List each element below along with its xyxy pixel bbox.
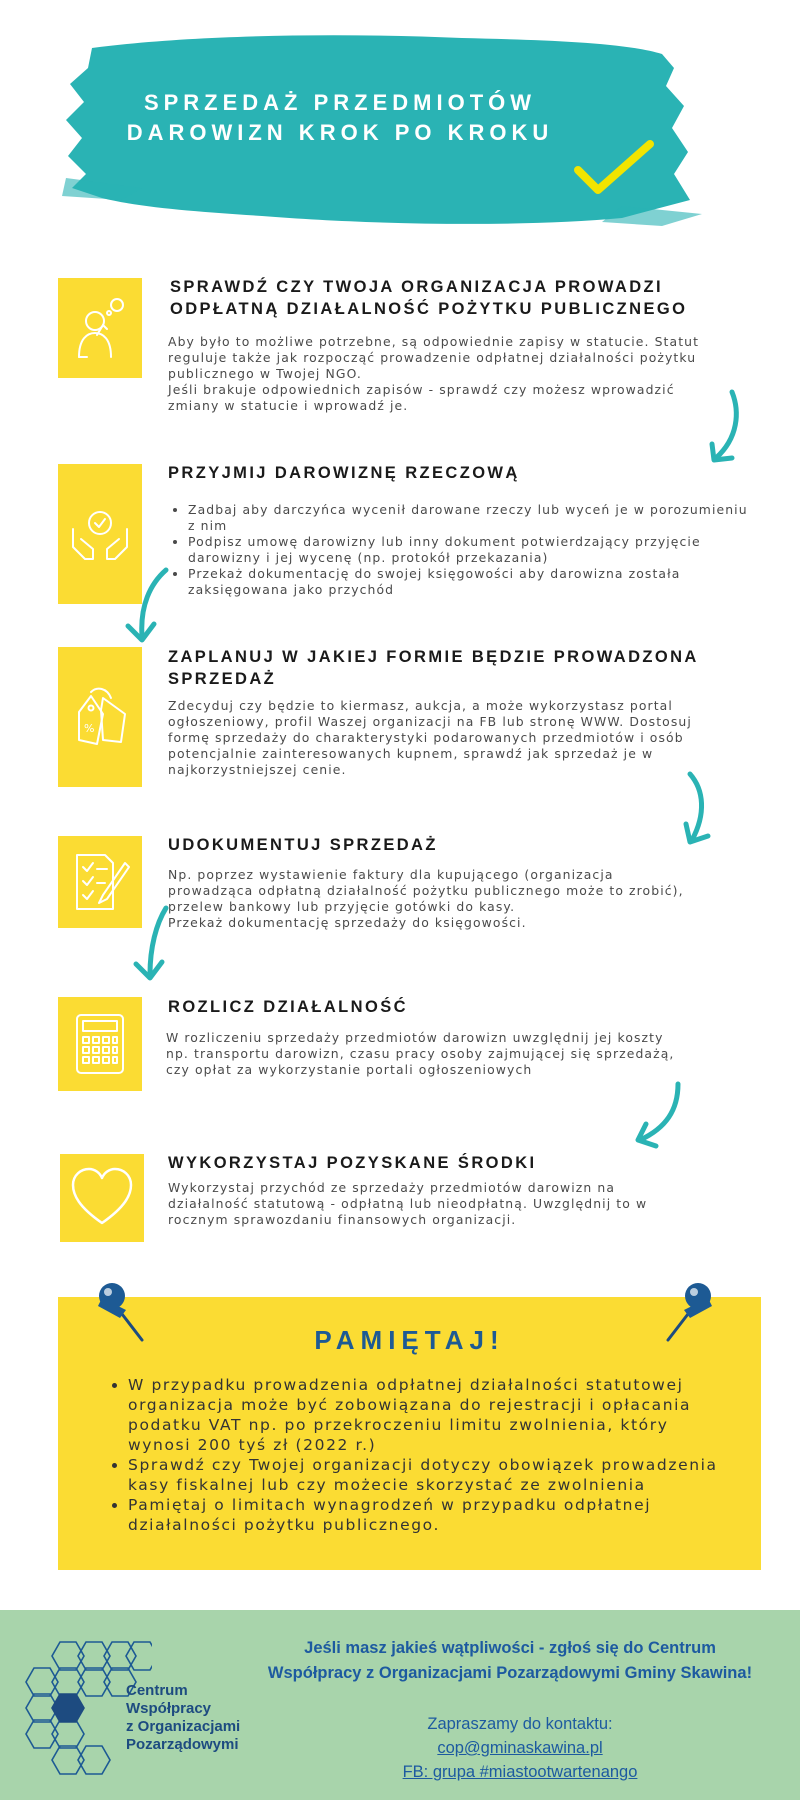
logo-text-line: z Organizacjami <box>126 1718 241 1735</box>
step-4-text-line: Np. poprzez wystawienie faktury dla kupującego (organizacja <box>168 867 614 882</box>
heart-icon <box>69 1165 135 1231</box>
step-3-text-line: formę sprzedaży do charakterystyki podarowanych przedmiotów i osób <box>168 730 684 745</box>
step-5-text <box>166 1030 756 1078</box>
list-item: • W przypadku prowadzenia odpłatnej działalności statutowej organizacja może być zobowiązana do rejestracji i opłacania podatku VAT np. po przekroczeniu limitu zwolnienia, który wynosi 200 tyś zł (2022 r.) <box>128 1375 728 1455</box>
step-3-title <box>168 646 748 690</box>
step-6-title <box>168 1152 728 1174</box>
step-4-text-line: Przekaż dokumentację sprzedaży do księgowości. <box>168 915 527 930</box>
curved-arrow-icon <box>126 904 186 984</box>
curved-arrow-icon <box>630 1080 690 1160</box>
step-4-title-line-1: UDOKUMENTUJ SPRZEDAŻ <box>168 836 438 854</box>
step-5-text-line: W rozliczeniu sprzedaży przedmiotów darowizn uwzględnij jej koszty <box>166 1030 664 1045</box>
logo-text-line: Centrum <box>126 1682 188 1699</box>
step-6-text-line: Wykorzystaj przychód ze sprzedaży przedmiotów darowizn na <box>168 1180 616 1195</box>
step-3-text-line: najkorzystniejszej cenie. <box>168 762 347 777</box>
page-title-line-1: SPRZEDAŻ PRZEDMIOTÓW <box>143 90 537 115</box>
step-1-title-line-2: ODPŁATNĄ DZIAŁALNOŚĆ POŻYTKU PUBLICZNEGO <box>170 300 688 318</box>
email-link[interactable]: cop@gminaskawina.pl <box>437 1739 603 1757</box>
step-2-title <box>168 462 728 484</box>
step-3-text <box>168 698 758 778</box>
step-4-text <box>168 867 758 931</box>
step-3-text-line: potencjalnie zainteresowanych kupnem, sprawdź jak sprzedaż je w <box>168 746 654 761</box>
list-item: • Przekaż dokumentację do swojej księgowości aby darowizna została zaksięgowana jako przychód <box>188 566 748 598</box>
curved-arrow-icon <box>120 566 180 646</box>
step-3-title-line-1: ZAPLANUJ W JAKIEJ FORMIE BĘDZIE PROWADZONA <box>168 648 699 666</box>
facebook-group-link[interactable]: FB: grupa #miastootwartenango <box>402 1763 638 1781</box>
page-title <box>120 88 560 148</box>
step-3-text-line: Zdecyduj czy będzie to kiermasz, aukcja, a może wykorzystasz portal <box>168 698 673 713</box>
logo-text-line: Pozarządowymi <box>126 1736 239 1753</box>
step-3-icon-box <box>58 647 142 787</box>
curved-arrow-icon <box>700 388 760 468</box>
step-1-text-line: publicznego w Twojej NGO. <box>168 366 362 381</box>
step-2-list <box>168 502 748 598</box>
hands-heart-check-icon <box>67 501 133 567</box>
step-5-icon-box <box>58 997 142 1091</box>
remember-title: PAMIĘTAJ! <box>314 1325 505 1355</box>
list-item: • Sprawdź czy Twojej organizacji dotyczy obowiązek prowadzenia kasy fiskalnej lub czy możecie skorzystać ze zwolnienia <box>128 1455 728 1495</box>
list-item: • Podpisz umowę darowizny lub inny dokument potwierdzający przyjęcie darowizny i jej wycenę (np. protokół przekazania) <box>188 534 748 566</box>
step-1-text-line: zmiany w statucie i wprowadź je. <box>168 398 409 413</box>
step-6-title-line-1: WYKORZYSTAJ POZYSKANE ŚRODKI <box>168 1154 537 1172</box>
step-6-text-line: rocznym sprawozdaniu finansowych organizacji. <box>168 1212 517 1227</box>
remember-list <box>108 1375 728 1535</box>
document-pen-icon <box>67 849 133 915</box>
step-3-title-line-2: SPRZEDAŻ <box>168 670 277 688</box>
list-item: • Pamiętaj o limitach wynagrodzeń w przypadku odpłatnej działalności pożytku publicznego. <box>128 1495 728 1535</box>
step-1-text-line: Jeśli brakuje odpowiednich zapisów - sprawdź czy możesz wprowadzić <box>168 382 675 397</box>
step-2-title-line-1: PRZYJMIJ DAROWIZNĘ RZECZOWĄ <box>168 464 520 482</box>
contact-label: Zapraszamy do kontaktu: <box>427 1715 613 1733</box>
footer-message-line-2: Współpracy z Organizacjami Pozarządowymi Gminy Skawina! <box>267 1664 753 1682</box>
step-5-text-line: czy opłat za wykorzystanie portali ogłoszeniowych <box>166 1062 533 1077</box>
logo-text <box>126 1682 240 1754</box>
step-5-title <box>168 996 728 1018</box>
step-1-text-line: Aby było to możliwe potrzebne, są odpowiednie zapisy w statucie. Statut <box>168 334 700 349</box>
step-1-text <box>168 334 748 414</box>
step-1-text-line: reguluje także jak rozpocząć prowadzenie odpłatnej działalności pożytku <box>168 350 697 365</box>
footer-message-line-1: Jeśli masz jakieś wątpliwości - zgłoś się do Centrum <box>304 1639 716 1657</box>
step-6-text-line: działalność statutową - odpłatną lub nieodpłatną. Uwzględnij to w <box>168 1196 648 1211</box>
step-1-title-line-1: SPRAWDŹ CZY TWOJA ORGANIZACJA PROWADZI <box>170 278 664 296</box>
step-6-icon-box <box>60 1154 144 1242</box>
logo-text-line: Współpracy <box>126 1700 212 1717</box>
step-4-text-line: przelew bankowy lub przyjęcie gotówki do kasy. <box>168 899 516 914</box>
step-4-title <box>168 834 728 856</box>
calculator-icon <box>67 1011 133 1077</box>
step-5-title-line-1: ROZLICZ DZIAŁALNOŚĆ <box>168 998 408 1016</box>
step-6-text <box>168 1180 758 1228</box>
footer-contact <box>300 1712 740 1784</box>
step-5-text-line: np. transportu darowizn, czasu pracy osoby zajmującej się sprzedażą, <box>166 1046 675 1061</box>
page-title-line-2: DAROWIZN KROK PO KROKU <box>126 120 554 145</box>
thinking-person-icon <box>67 295 133 361</box>
checkmark-icon <box>574 140 654 196</box>
price-tags-icon <box>67 684 133 750</box>
svg-text:%: % <box>84 722 95 735</box>
footer-message <box>230 1636 790 1686</box>
step-1-icon-box <box>58 278 142 378</box>
list-item: • Zadbaj aby darczyńca wycenił darowane rzeczy lub wyceń je w porozumieniu z nim <box>188 502 748 534</box>
step-3-text-line: ogłoszeniowy, profil Waszej organizacji na FB lub stronę WWW. Dostosuj <box>168 714 692 729</box>
step-4-text-line: prowadząca odpłatną działalność pożytku publicznego może to zrobić), <box>168 883 684 898</box>
step-1-title <box>170 276 730 320</box>
